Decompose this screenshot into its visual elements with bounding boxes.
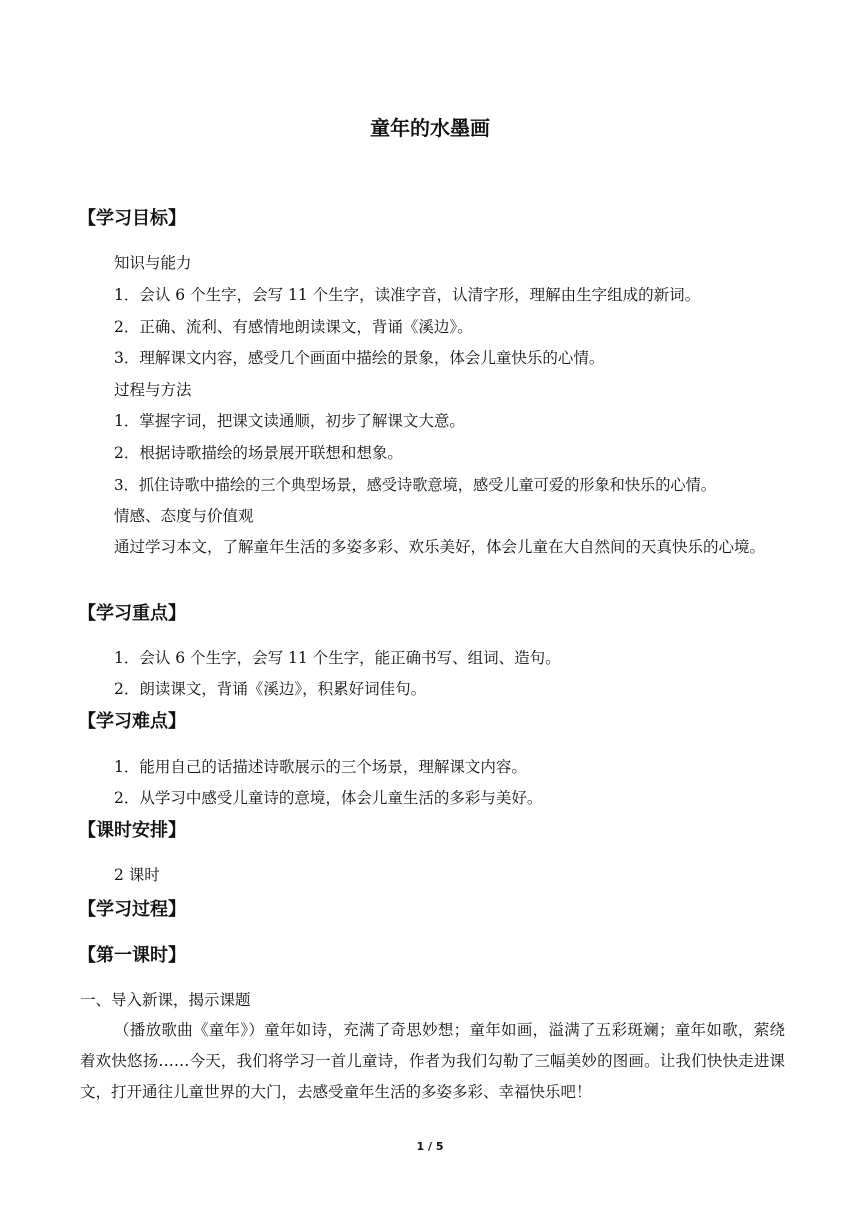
schedule-text: 2 课时	[114, 866, 160, 884]
objective-knowledge-2: 2．正确、流利、有感情地朗读课文，背诵《溪边》。	[114, 318, 473, 336]
heading-process: 【学习过程】	[78, 899, 186, 920]
key-point-2: 2．朗读课文，背诵《溪边》，积累好词佳句。	[114, 680, 427, 698]
objectives-knowledge-label: 知识与能力	[114, 254, 192, 272]
page-number: 1 / 5	[416, 1140, 444, 1153]
difficulty-2: 2．从学习中感受儿童诗的意境，体会儿童生活的多彩与美好。	[114, 789, 543, 807]
heading-schedule: 【课时安排】	[78, 820, 186, 841]
key-point-1: 1．会认 6 个生字，会写 11 个生字，能正确书写、组词、造句。	[114, 649, 561, 667]
heading-first-lesson: 【第一课时】	[78, 945, 186, 966]
intro-heading: 一、导入新课，揭示课题	[80, 991, 251, 1009]
difficulty-1: 1．能用自己的话描述诗歌展示的三个场景，理解课文内容。	[114, 758, 527, 776]
objectives-process-label: 过程与方法	[114, 381, 192, 399]
heading-objectives: 【学习目标】	[78, 208, 186, 229]
heading-difficulties: 【学习难点】	[78, 711, 186, 732]
objective-process-2: 2．根据诗歌描绘的场景展开联想和想象。	[114, 444, 403, 462]
heading-key-points: 【学习重点】	[78, 603, 186, 624]
objective-knowledge-3: 3．理解课文内容，感受几个画面中描绘的景象，体会儿童快乐的心情。	[114, 349, 605, 367]
objective-emotion-text: 通过学习本文，了解童年生活的多姿多彩、欢乐美好，体会儿童在大自然间的天真快乐的心境。	[114, 538, 766, 556]
objective-process-1: 1．掌握字词，把课文读通顺，初步了解课文大意。	[114, 412, 465, 430]
document-title: 童年的水墨画	[370, 116, 490, 140]
objective-process-3: 3．抓住诗歌中描绘的三个典型场景，感受诗歌意境，感受儿童可爱的形象和快乐的心情。	[114, 476, 716, 494]
objectives-emotion-label: 情感、态度与价值观	[114, 507, 254, 525]
intro-text: （播放歌曲《童年》）童年如诗，充满了奇思妙想；童年如画，溢满了五彩斑斓；童年如歌，萦绕着欢快悠扬……今天，我们将学习一首儿童诗，作者为我们勾勒了三幅美妙的图画。让我们快快走进课文，打开通往儿童世界的大门，去感受童年生活的多姿多彩、幸福快乐吧！	[80, 1021, 785, 1101]
objective-knowledge-1: 1．会认 6 个生字，会写 11 个生字，读准字音，认清字形，理解由生字组成的新词。	[114, 286, 701, 304]
